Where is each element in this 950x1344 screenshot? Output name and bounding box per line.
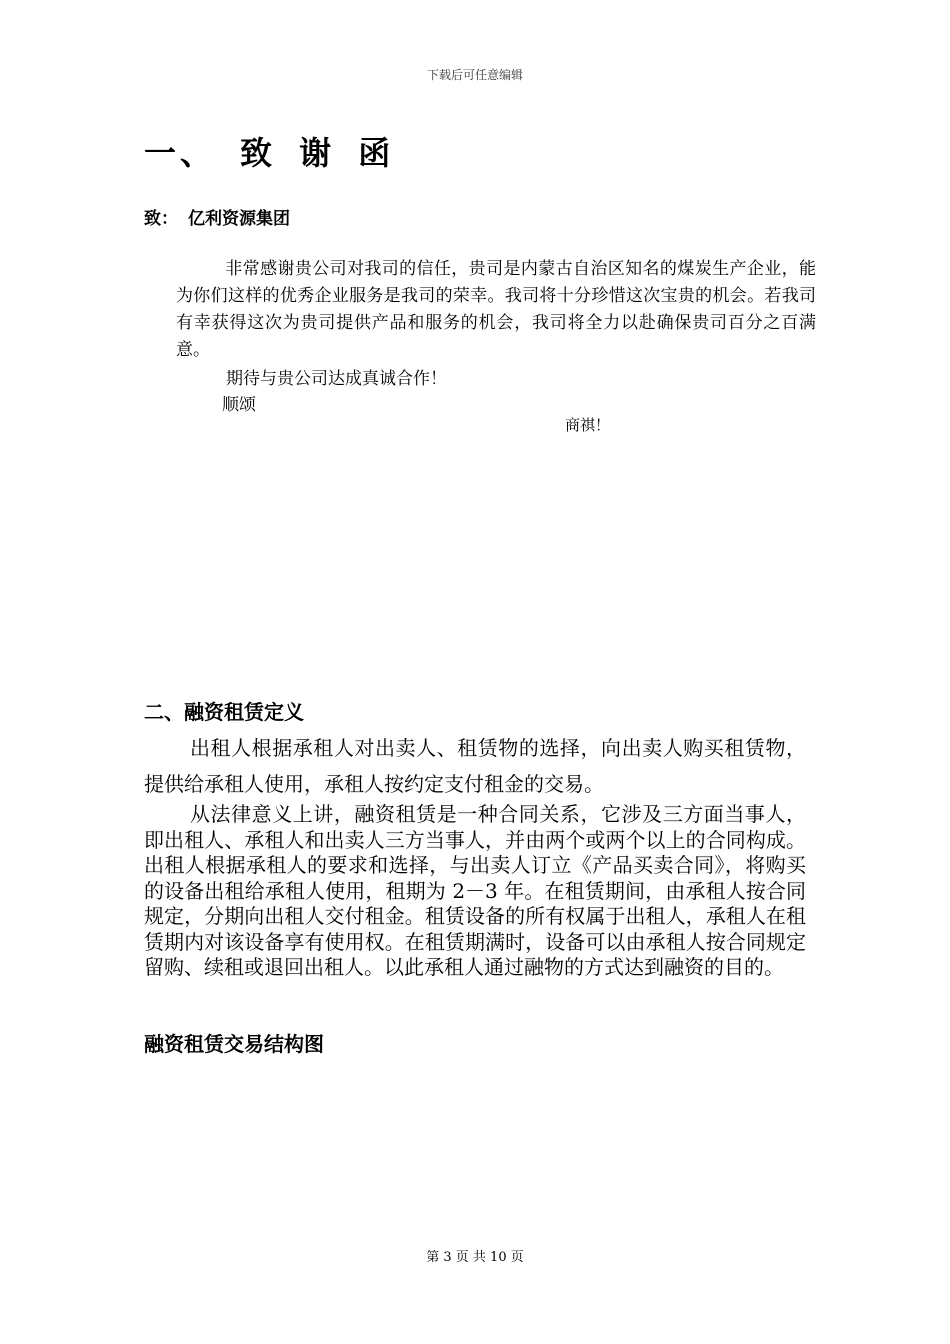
section2-heading: 二、融资租赁定义 — [144, 700, 304, 724]
closing-line-business: 商祺！ — [565, 416, 611, 434]
section1-title: 致 谢 函 — [240, 134, 399, 172]
page-footer: 第 3 页 共 10 页 — [426, 1250, 524, 1265]
definition-paragraph: 出租人根据承租人对出卖人、租赁物的选择，向出卖人购买租赁物，提供给承租人使用，承租人按约定支付租金的交易。 — [144, 736, 806, 796]
closing-line-cooperation: 期待与贵公司达成真诚合作！ — [226, 369, 447, 389]
legal-meaning-paragraph: 从法律意义上讲，融资租赁是一种合同关系，它涉及三方面当事人，即出租人、承租人和出卖人三方当事人，并由两个或两个以上的合同构成。出租人根据承租人的要求和选择，与出卖人订立《产品买卖合同》，将购买的设备出租给承租人使用，租期为 2－3 年。在租赁期间，由承租人按合同规定，分期向出租人交付租金。租赁设备的所有权属于出租人，承租人在租赁期内对该设备享有使用权。在租赁期满时，设备可以由承租人按合同规定留购、续租或退回出租人。以此承租人通过融物的方式达到融资的目的。 — [144, 802, 806, 979]
structure-diagram-heading: 融资租赁交易结构图 — [144, 1032, 324, 1056]
recipient-line — [144, 204, 290, 229]
section1-number: 一、 — [144, 134, 217, 172]
closing-line-regards: 顺颂 — [222, 395, 256, 415]
header-note: 下载后可任意编辑 — [426, 68, 523, 82]
recipient-label: 致： — [144, 209, 178, 229]
section1-heading — [144, 128, 398, 174]
letter-body: 非常感谢贵公司对我司的信任，贵司是内蒙古自治区知名的煤炭生产企业，能为你们这样的优秀企业服务是我司的荣幸。我司将十分珍惜这次宝贵的机会。若我司有幸获得这次为贵司提供产品和服务的机会，我司将全力以赴确保贵司百分之百满意。 — [176, 259, 816, 360]
recipient-name: 亿利资源集团 — [188, 209, 290, 229]
